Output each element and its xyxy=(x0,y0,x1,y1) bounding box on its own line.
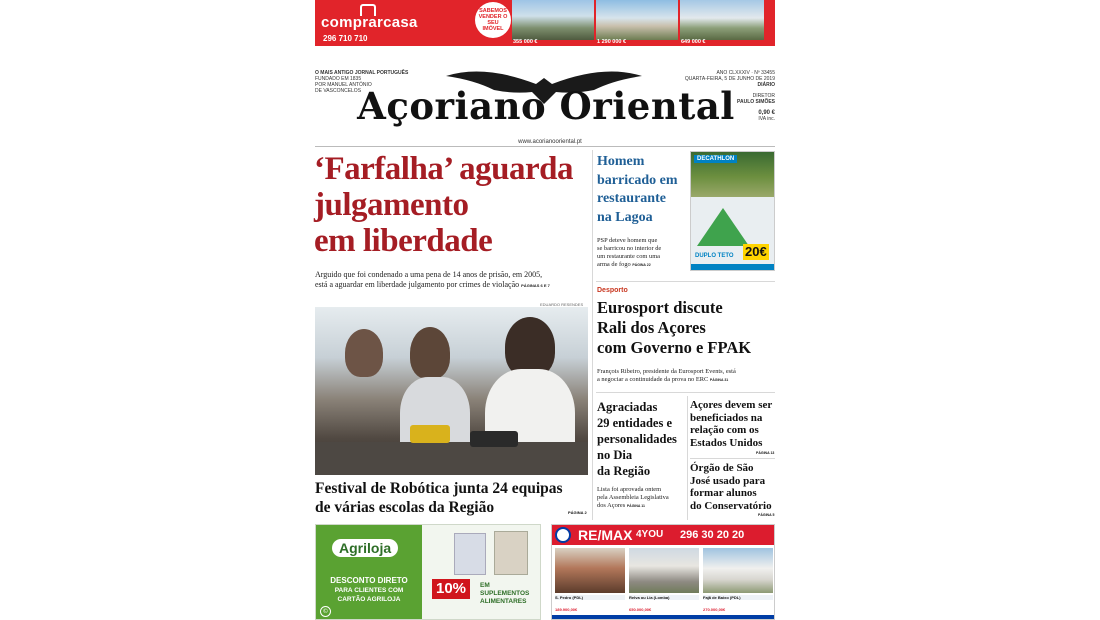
body-line: a negociar a continuidade da prova no ERC PÁGINA 31 xyxy=(597,376,729,383)
listing-photo xyxy=(629,548,699,593)
sport-headline-line: com Governo e FPAK xyxy=(597,338,752,357)
listing-price: 649 000 € xyxy=(681,39,706,45)
body-line: François Ribeiro, presidente da Eurosport Events, está xyxy=(597,368,736,375)
top-ad-brand: comprarcasa xyxy=(321,14,418,31)
listing-photo xyxy=(555,548,625,593)
awards-headline-line: Agraciadas xyxy=(597,400,658,414)
agriloja-line3: CARTÃO AGRILOJA xyxy=(337,596,401,603)
organ-headline-line: Órgão de São xyxy=(690,462,754,474)
divider xyxy=(592,150,593,520)
body-line: se barricou no interior de xyxy=(597,245,662,252)
director-name: PAULO SIMÕES xyxy=(737,99,775,105)
awards-headline-line: no Dia xyxy=(597,448,633,462)
lead-headline-line: em liberdade xyxy=(314,223,493,259)
photo-headline-line: Festival de Robótica junta 24 equipas xyxy=(315,480,563,497)
organ-headline[interactable] xyxy=(690,462,778,512)
photo-story-headline[interactable] xyxy=(315,479,590,517)
founder-name: DE VASCONCELOS xyxy=(315,88,362,94)
listing-photo xyxy=(703,548,773,593)
divider xyxy=(690,458,775,459)
sport-headline[interactable] xyxy=(597,298,777,358)
lead-headline[interactable] xyxy=(314,151,594,259)
sport-kicker: Desporto xyxy=(597,287,628,294)
listing-price: 270.000,00€ xyxy=(703,607,726,612)
photo-headline-line: de várias escolas da Região xyxy=(315,499,495,516)
awards-headline-line: personalidades xyxy=(597,432,677,446)
agriloja-category-line: ALIMENTARES xyxy=(480,598,527,605)
usa-headline-line: Estados Unidos xyxy=(690,436,763,449)
usa-headline[interactable] xyxy=(690,399,778,449)
barricade-body xyxy=(597,237,689,269)
decathlon-price: 20€ xyxy=(745,244,767,259)
robotics-photo[interactable] xyxy=(315,307,588,475)
listing-place: Fajã de Baixo (PDL) xyxy=(703,595,773,600)
barricade-headline-line: Homem xyxy=(597,154,645,169)
balloon-icon xyxy=(555,527,571,543)
body-line: dos Açores PÁGINA 11 xyxy=(597,502,645,509)
body-line: arma de fogo PÁGINA 22 xyxy=(597,261,651,268)
remax-office: 4YOU xyxy=(636,529,664,540)
agriloja-category-line: EM SUPLEMENTOS xyxy=(480,582,530,597)
listing-place: Relva ou Lia (Lomba) xyxy=(629,595,699,600)
awards-headline[interactable] xyxy=(597,399,685,479)
photo-figure xyxy=(410,327,450,379)
top-ad-badge: SABEMOS VENDER O SEU IMÓVEL xyxy=(475,2,511,38)
organ-headline-line: formar alunos xyxy=(690,487,757,499)
house-icon xyxy=(360,4,376,16)
page-ref: PÁGINA 5 xyxy=(758,513,775,517)
founder-label: POR MANUEL ANTÓNIO xyxy=(315,82,372,88)
vat-note: IVA inc. xyxy=(758,116,775,122)
remax-ad[interactable] xyxy=(551,524,775,620)
director-label: DIRETOR xyxy=(752,93,775,99)
listing-photo xyxy=(596,0,678,40)
masthead-right-info xyxy=(680,70,775,122)
agriloja-line1: DESCONTO DIRETO xyxy=(330,576,408,585)
page-ref: PÁGINA 2 xyxy=(568,510,587,515)
masthead-logo: Açoriano Oriental xyxy=(357,84,735,128)
tagline: O MAIS ANTIGO JORNAL PORTUGUÊS xyxy=(315,70,409,76)
decathlon-product: DUPLO TETO xyxy=(695,253,734,259)
awards-headline-line: 29 entidades e xyxy=(597,416,672,430)
cover-price: 0,90 € xyxy=(758,110,775,116)
body-line: Lista foi aprovada ontem xyxy=(597,486,662,493)
organ-headline-line: José usado para xyxy=(690,474,766,487)
site-url[interactable]: www.acorianooriental.pt xyxy=(518,139,582,145)
usa-headline-line: beneficiados na xyxy=(690,411,763,424)
awards-headline-line: da Região xyxy=(597,464,651,478)
sport-headline-line: Eurosport discute xyxy=(597,298,723,317)
product-bag xyxy=(454,533,486,575)
remax-logo: RE/MAX xyxy=(578,527,633,543)
agriloja-ad[interactable] xyxy=(315,524,541,620)
robot-kit xyxy=(410,425,450,443)
listing-price: 650.000,00€ xyxy=(629,607,652,612)
decathlon-logo: DECATHLON xyxy=(694,155,737,163)
top-ad-phone: 296 710 710 xyxy=(323,34,368,43)
divider xyxy=(315,146,775,147)
sport-body xyxy=(597,368,777,384)
listing-photo xyxy=(512,0,594,40)
photo-credit: EDUARDO RESENDES xyxy=(540,302,584,307)
divider xyxy=(596,281,775,282)
standfirst-line: está a aguardar em liberdade julgamento por crimes de violação PÁGINAS 6 E 7 xyxy=(315,280,550,289)
barricade-headline-line: na Lagoa xyxy=(597,209,653,225)
issue-date: QUARTA-FEIRA, 5 DE JUNHO DE 2019 xyxy=(684,76,775,82)
top-ad[interactable] xyxy=(315,0,775,46)
page-ref: PÁGINA 11 xyxy=(626,504,645,508)
agriloja-discount: 10% xyxy=(432,579,470,599)
agriloja-category xyxy=(480,582,540,606)
lead-standfirst xyxy=(315,270,590,291)
body-line: pela Assembleia Legislativa xyxy=(597,494,669,501)
photo-table xyxy=(315,442,588,475)
copyright-icon: © xyxy=(320,606,331,617)
sport-headline-line: Rali dos Açores xyxy=(597,318,706,337)
page-ref: PÁGINAS 6 E 7 xyxy=(521,283,550,288)
agriloja-line2: PARA CLIENTES COM xyxy=(334,587,404,594)
decathlon-footer xyxy=(691,264,775,271)
page-ref: PÁGINA 22 xyxy=(632,263,651,267)
photo-figure xyxy=(505,317,555,377)
usa-headline-line: relação com os xyxy=(690,424,759,436)
divider xyxy=(687,396,688,520)
usa-headline-line: Açores devem ser xyxy=(690,399,773,411)
tent-icon xyxy=(697,208,749,246)
standfirst-line: Arguido que foi condenado a uma pena de 14 anos de prisão, em 2005, xyxy=(315,270,543,279)
issue-number: ANO CLXXXIV · Nº 33455 xyxy=(716,70,775,76)
remax-footer xyxy=(552,615,775,620)
photo-figure xyxy=(345,329,383,377)
barricade-headline[interactable] xyxy=(597,153,687,227)
page-ref: PÁGINA 31 xyxy=(709,378,729,382)
product-bag xyxy=(494,531,528,575)
agriloja-logo: Agriloja xyxy=(332,539,398,557)
founded: FUNDADO EM 1835 xyxy=(315,76,362,82)
page-ref: PÁGINA 13 xyxy=(756,451,775,455)
remax-phone[interactable]: 296 30 20 20 xyxy=(680,529,745,541)
listing-price: 189.900,00€ xyxy=(555,607,578,612)
body-line: um restaurante com uma xyxy=(597,253,660,260)
decathlon-ad[interactable] xyxy=(690,151,775,271)
listing-place: S. Pedro (PDL) xyxy=(555,595,625,600)
organ-headline-line: do Conservatório xyxy=(690,499,772,512)
divider xyxy=(596,392,775,393)
lead-headline-line: ‘Farfalha’ aguarda xyxy=(314,151,573,187)
barricade-headline-line: barricado em xyxy=(597,172,678,188)
barricade-headline-line: restaurante xyxy=(597,191,666,206)
frequency: DIÁRIO xyxy=(757,82,775,88)
listing-price: 1 290 000 € xyxy=(597,39,627,45)
awards-body xyxy=(597,486,687,510)
body-line: PSP deteve homem que xyxy=(597,237,658,244)
lead-headline-line: julgamento xyxy=(314,187,469,223)
robot-kit xyxy=(470,431,518,447)
listing-photo xyxy=(680,0,764,40)
listing-price: 355 000 € xyxy=(513,39,538,45)
